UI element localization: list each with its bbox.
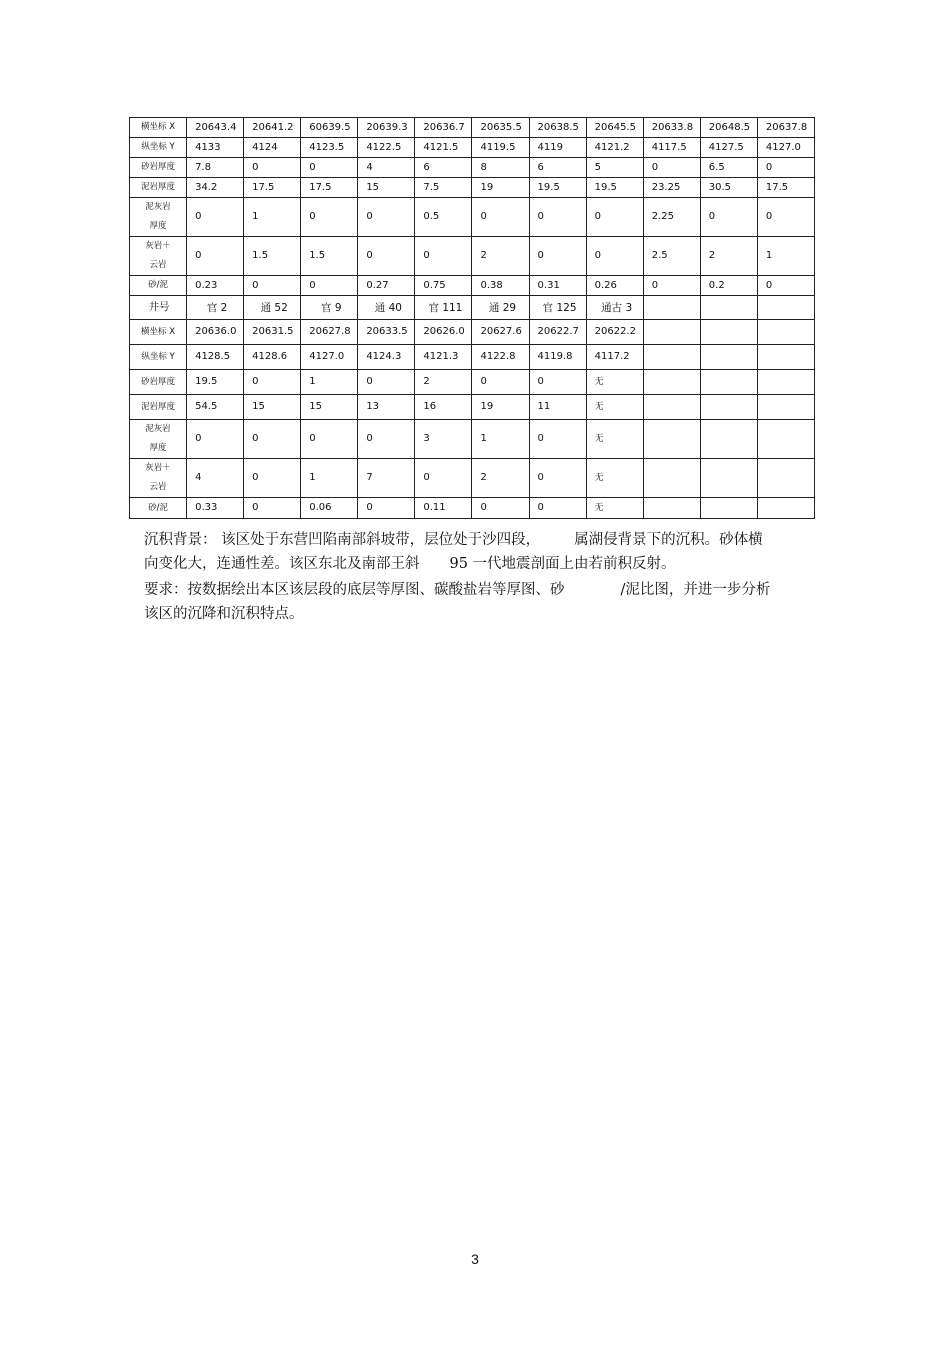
table-cell <box>757 420 814 459</box>
table-cell: 20636.0 <box>187 320 244 345</box>
table-row <box>130 237 815 276</box>
table-cell: 20627.6 <box>472 320 529 345</box>
table-cell: 20638.5 <box>529 118 586 138</box>
table-cell: 0 <box>244 498 301 519</box>
table-cell <box>757 395 814 420</box>
background-line-2 <box>144 552 804 576</box>
table-cell: 4121.2 <box>586 138 643 158</box>
table-cell: 0 <box>472 198 529 237</box>
table-cell: 4124.3 <box>358 345 415 370</box>
table-row <box>130 320 815 345</box>
table-cell: 0 <box>643 158 700 178</box>
row-label: 灰岩＋ 云岩 <box>130 459 187 498</box>
requirement-paragraph <box>144 578 804 626</box>
table-cell: 19.5 <box>586 178 643 198</box>
table-cell: 无 <box>586 459 643 498</box>
table-cell <box>700 420 757 459</box>
well-name-row <box>130 296 815 320</box>
table-cell: 0 <box>358 237 415 276</box>
table-cell: 0 <box>529 420 586 459</box>
table-cell: 0.33 <box>187 498 244 519</box>
table-cell: 0.06 <box>301 498 358 519</box>
background-paragraph <box>144 528 804 576</box>
table-cell <box>757 498 814 519</box>
table-cell: 2 <box>472 237 529 276</box>
table-cell: 4127.5 <box>700 138 757 158</box>
row-label: 横坐标 X <box>130 320 187 345</box>
table-cell: 0.27 <box>358 276 415 296</box>
row-label: 砂/泥 <box>130 276 187 296</box>
table-cell: 19.5 <box>187 370 244 395</box>
table-cell: 0 <box>586 237 643 276</box>
table-cell: 0 <box>757 276 814 296</box>
requirement-text-2: 该区的沉降和沉积特点。 <box>144 606 304 622</box>
row-label: 灰岩＋ 云岩 <box>130 237 187 276</box>
table-cell: 0 <box>244 158 301 178</box>
table-cell: 8 <box>472 158 529 178</box>
table-row <box>130 276 815 296</box>
table-cell: 0 <box>529 237 586 276</box>
table-cell <box>643 345 700 370</box>
well-name-cell: 官 125 <box>529 296 586 320</box>
table-cell: 0 <box>700 198 757 237</box>
table-cell: 0.75 <box>415 276 472 296</box>
table-cell: 0 <box>244 370 301 395</box>
table-cell: 54.5 <box>187 395 244 420</box>
table-cell: 0 <box>187 420 244 459</box>
table-row <box>130 118 815 138</box>
table-row <box>130 158 815 178</box>
table-cell: 0 <box>586 198 643 237</box>
table-cell: 0 <box>529 498 586 519</box>
row-label: 泥灰岩 厚度 <box>130 420 187 459</box>
table-cell: 4133 <box>187 138 244 158</box>
well-name-cell: 通 29 <box>472 296 529 320</box>
background-text-1a: 沉积背景： 该区处于东营凹陷南部斜坡带，层位处于沙四段， <box>144 532 541 548</box>
background-line-1 <box>144 528 804 552</box>
table-cell: 4127.0 <box>757 138 814 158</box>
table-cell: 1 <box>757 237 814 276</box>
table-cell: 4121.5 <box>415 138 472 158</box>
background-text-2b: 95 一代地震剖面上由若前积反射。 <box>449 556 676 572</box>
well-name-cell <box>700 296 757 320</box>
table-cell: 1 <box>472 420 529 459</box>
table-cell <box>700 370 757 395</box>
table-cell: 19 <box>472 395 529 420</box>
table-cell <box>700 459 757 498</box>
table-cell <box>757 459 814 498</box>
table-cell: 1 <box>244 198 301 237</box>
well-name-cell: 官 111 <box>415 296 472 320</box>
table-cell: 17.5 <box>301 178 358 198</box>
table-cell: 20639.3 <box>358 118 415 138</box>
table-cell: 无 <box>586 498 643 519</box>
well-name-cell <box>757 296 814 320</box>
table-cell: 无 <box>586 395 643 420</box>
table-cell: 20622.7 <box>529 320 586 345</box>
table-cell: 无 <box>586 420 643 459</box>
table-cell: 0 <box>472 498 529 519</box>
table-cell: 4127.0 <box>301 345 358 370</box>
table-cell: 1.5 <box>301 237 358 276</box>
well-name-cell: 官 2 <box>187 296 244 320</box>
table-cell <box>643 370 700 395</box>
table-cell <box>757 370 814 395</box>
well-name-cell: 通 52 <box>244 296 301 320</box>
table-cell: 20631.5 <box>244 320 301 345</box>
table-cell: 20633.5 <box>358 320 415 345</box>
table-cell: 30.5 <box>700 178 757 198</box>
table-row <box>130 498 815 519</box>
table-cell <box>643 498 700 519</box>
table-cell: 11 <box>529 395 586 420</box>
table-cell: 34.2 <box>187 178 244 198</box>
table-cell <box>700 395 757 420</box>
table-cell: 0.5 <box>415 198 472 237</box>
table-row <box>130 178 815 198</box>
table-cell: 0 <box>757 158 814 178</box>
table-cell: 15 <box>301 395 358 420</box>
table-cell: 7.5 <box>415 178 472 198</box>
well-data-table <box>129 117 815 519</box>
table-cell: 2.25 <box>643 198 700 237</box>
well-name-cell: 通古 3 <box>586 296 643 320</box>
table-row <box>130 370 815 395</box>
table-cell: 17.5 <box>244 178 301 198</box>
table-cell: 19 <box>472 178 529 198</box>
table-cell: 20627.8 <box>301 320 358 345</box>
well-name-cell <box>643 296 700 320</box>
table-cell: 0.31 <box>529 276 586 296</box>
table-cell: 2.5 <box>643 237 700 276</box>
table-cell: 0 <box>187 237 244 276</box>
table-cell: 20648.5 <box>700 118 757 138</box>
table-cell: 19.5 <box>529 178 586 198</box>
table-cell: 20622.2 <box>586 320 643 345</box>
table-cell <box>643 395 700 420</box>
requirement-line-2 <box>144 602 804 626</box>
table-cell <box>757 345 814 370</box>
table-row <box>130 198 815 237</box>
table-cell <box>700 345 757 370</box>
table-cell: 0 <box>358 498 415 519</box>
table-row <box>130 459 815 498</box>
table-cell <box>757 320 814 345</box>
row-label: 纵坐标 Y <box>130 345 187 370</box>
table-cell <box>700 320 757 345</box>
table-cell: 20626.0 <box>415 320 472 345</box>
table-row <box>130 345 815 370</box>
requirement-line-1 <box>144 578 804 602</box>
table-cell: 4 <box>358 158 415 178</box>
table-cell: 4 <box>187 459 244 498</box>
table-cell: 6.5 <box>700 158 757 178</box>
table-body <box>130 118 815 519</box>
table-cell: 20636.7 <box>415 118 472 138</box>
table-cell: 0 <box>301 420 358 459</box>
table-cell: 23.25 <box>643 178 700 198</box>
table-cell: 15 <box>244 395 301 420</box>
table-row <box>130 420 815 459</box>
table-cell: 0 <box>301 198 358 237</box>
table-cell: 20643.4 <box>187 118 244 138</box>
table-cell: 无 <box>586 370 643 395</box>
table-cell: 0 <box>187 198 244 237</box>
table-cell: 7.8 <box>187 158 244 178</box>
row-label: 横坐标 X <box>130 118 187 138</box>
table-cell: 0 <box>529 198 586 237</box>
table-cell: 0 <box>757 198 814 237</box>
page-number: 3 <box>471 1251 479 1267</box>
row-label: 泥灰岩 厚度 <box>130 198 187 237</box>
table-cell: 4123.5 <box>301 138 358 158</box>
table-cell: 0 <box>358 420 415 459</box>
row-label: 砂岩厚度 <box>130 370 187 395</box>
table-cell: 6 <box>529 158 586 178</box>
table-cell: 0 <box>301 158 358 178</box>
table-cell: 2 <box>700 237 757 276</box>
table-cell: 0 <box>301 276 358 296</box>
table-cell: 4121.3 <box>415 345 472 370</box>
well-name-cell: 通 40 <box>358 296 415 320</box>
table-cell: 20645.5 <box>586 118 643 138</box>
table-row <box>130 138 815 158</box>
table-cell: 0 <box>415 237 472 276</box>
table-cell: 7 <box>358 459 415 498</box>
row-label: 泥岩厚度 <box>130 395 187 420</box>
table-cell: 1 <box>301 370 358 395</box>
row-label: 砂/泥 <box>130 498 187 519</box>
table-cell: 20635.5 <box>472 118 529 138</box>
table-cell: 16 <box>415 395 472 420</box>
table-cell: 20637.8 <box>757 118 814 138</box>
table-cell: 0 <box>358 198 415 237</box>
table-cell <box>643 459 700 498</box>
row-label: 井号 <box>130 296 187 320</box>
table-cell <box>700 498 757 519</box>
table-cell: 0.11 <box>415 498 472 519</box>
table-cell: 4119 <box>529 138 586 158</box>
table-cell: 2 <box>415 370 472 395</box>
table-cell: 1.5 <box>244 237 301 276</box>
table-row <box>130 395 815 420</box>
table-cell: 0 <box>244 420 301 459</box>
table-cell <box>643 320 700 345</box>
row-label: 砂岩厚度 <box>130 158 187 178</box>
requirement-text-1b: /泥比图，并进一步分析 <box>620 582 771 598</box>
table-cell: 0.23 <box>187 276 244 296</box>
table-cell: 4117.2 <box>586 345 643 370</box>
table-cell: 0.2 <box>700 276 757 296</box>
requirement-text-1a: 要求：按数据绘出本区该层段的底层等厚图、碳酸盐岩等厚图、砂 <box>144 582 565 598</box>
table-cell: 4128.6 <box>244 345 301 370</box>
well-name-cell: 官 9 <box>301 296 358 320</box>
table-cell: 15 <box>358 178 415 198</box>
row-label: 纵坐标 Y <box>130 138 187 158</box>
table-cell: 0 <box>244 276 301 296</box>
table-cell: 0.26 <box>586 276 643 296</box>
table-cell: 5 <box>586 158 643 178</box>
background-text-1b: 属湖侵背景下的沉积。砂体横 <box>574 532 763 548</box>
table-cell: 6 <box>415 158 472 178</box>
table-cell: 13 <box>358 395 415 420</box>
table-cell <box>643 420 700 459</box>
table-cell: 17.5 <box>757 178 814 198</box>
table-cell: 0 <box>529 370 586 395</box>
table-cell: 20633.8 <box>643 118 700 138</box>
table-cell: 60639.5 <box>301 118 358 138</box>
table-cell: 0 <box>643 276 700 296</box>
table-cell: 4124 <box>244 138 301 158</box>
table-cell: 4128.5 <box>187 345 244 370</box>
table-cell: 0.38 <box>472 276 529 296</box>
table-cell: 4119.8 <box>529 345 586 370</box>
table-cell: 4117.5 <box>643 138 700 158</box>
table-cell: 3 <box>415 420 472 459</box>
table-cell: 0 <box>529 459 586 498</box>
table-cell: 4122.5 <box>358 138 415 158</box>
table-cell: 0 <box>472 370 529 395</box>
table-cell: 4119.5 <box>472 138 529 158</box>
row-label: 泥岩厚度 <box>130 178 187 198</box>
table-cell: 1 <box>301 459 358 498</box>
table-cell: 4122.8 <box>472 345 529 370</box>
table-cell: 0 <box>415 459 472 498</box>
table-cell: 0 <box>358 370 415 395</box>
table-cell: 0 <box>244 459 301 498</box>
table-cell: 2 <box>472 459 529 498</box>
background-text-2a: 向变化大，连通性差。该区东北及南部王斜 <box>144 556 420 572</box>
table-cell: 20641.2 <box>244 118 301 138</box>
